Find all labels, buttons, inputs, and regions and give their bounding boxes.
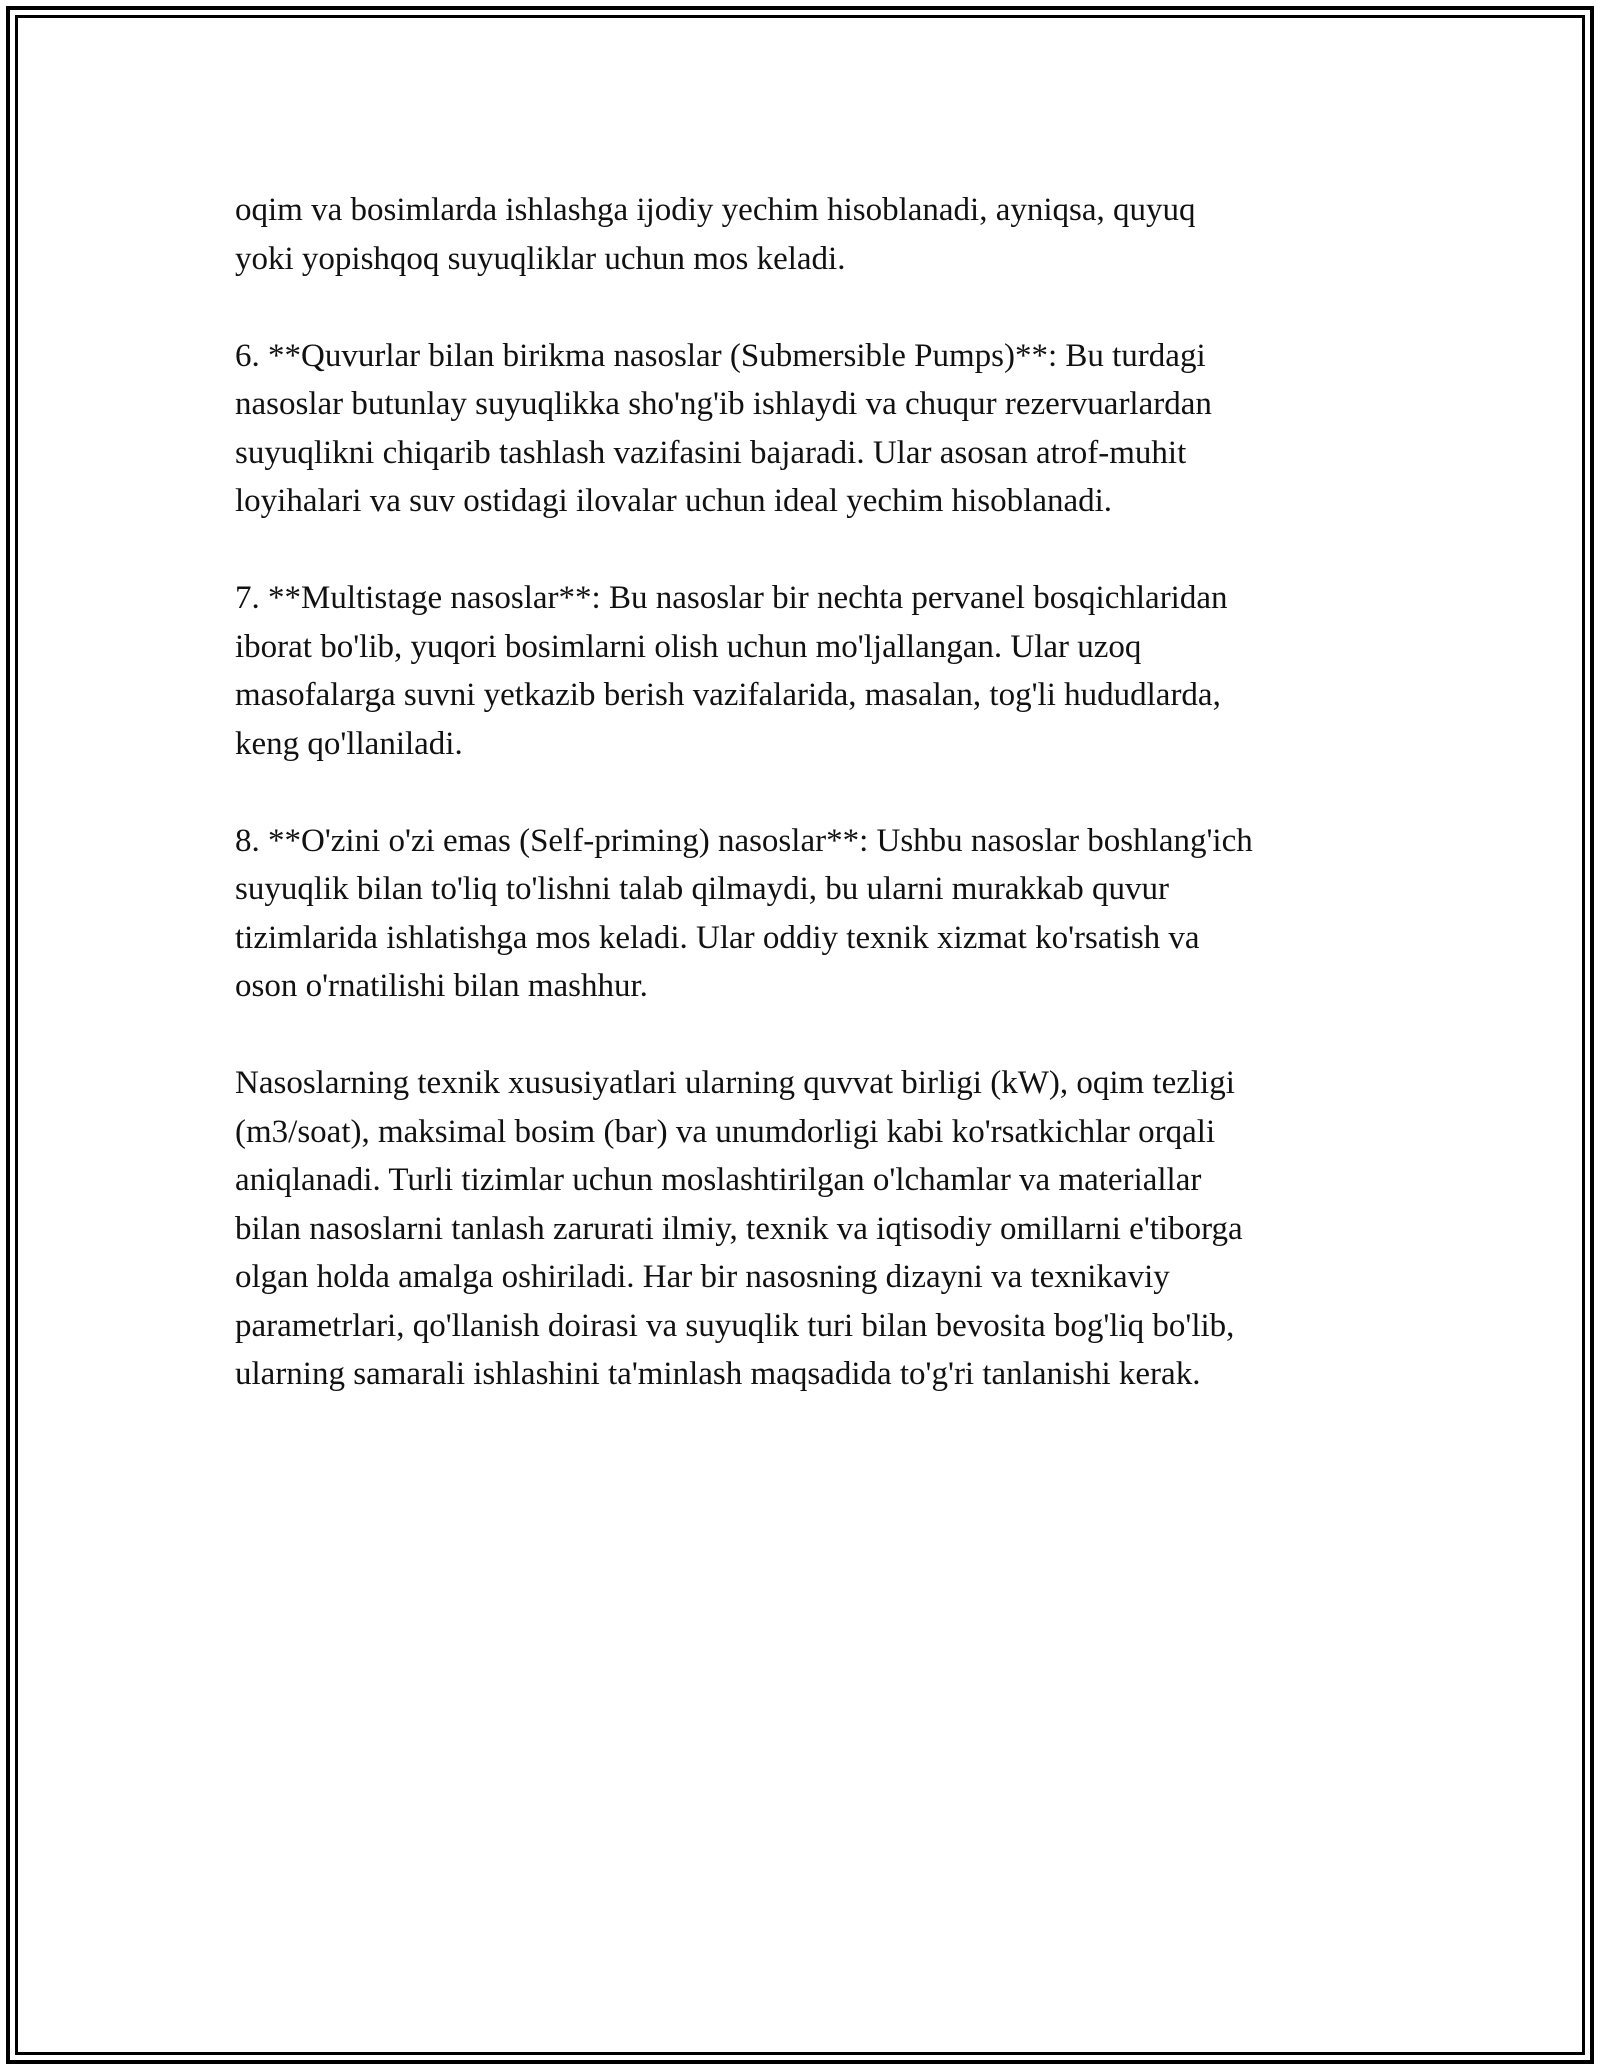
paragraph-technical-specifications: Nasoslarning texnik xususiyatlari ularning quvvat birligi (kW), oqim tezligi (m3/soat), maksimal bosim (bar) va unumdorligi kabi ko'rsatkichlar orqali aniqlanadi. Turli tizimlar uchun moslashtirilgan o'lchamlar va materiallar bilan nasoslarni tanlash zarurati ilmiy, texnik va iqtisodiy omillarni e'tiborga olgan holda amalga oshiriladi. Har bir nasosning dizayni va texnikaviy parametrlari, qo'llanish doirasi va suyuqlik turi bilan bevosita bog'liq bo'lib, ularning samarali ishlashini ta'minlash maqsadida to'g'ri tanlanishi kerak. — [235, 1065, 1243, 1392]
paragraph-continuation: oqim va bosimlarda ishlashga ijodiy yechim hisoblanadi, ayniqsa, quyuq yoki yopishqoq suyuqliklar uchun mos keladi. — [235, 192, 1196, 277]
paragraph-submersible-pumps: 6. **Quvurlar bilan birikma nasoslar (Submersible Pumps)**: Bu turdagi nasoslar butunlay suyuqlikka sho'ng'ib ishlaydi va chuqur rezervuarlardan suyuqlikni chiqarib tashlash vazifasini bajaradi. Ular asosan atrof-muhit loyihalari va suv ostidagi ilovalar uchun ideal yechim hisoblanadi. — [235, 337, 1212, 519]
paragraph-self-priming-pumps: 8. **O'zini o'zi emas (Self-priming) nasoslar**: Ushbu nasoslar boshlang'ich suyuqlik bilan to'liq to'lishni talab qilmaydi, bu ularni murakkab quvur tizimlarida ishlatishga mos keladi. Ular oddiy texnik xizmat ko'rsatish va oson o'rnatilishi bilan mashhur. — [235, 822, 1253, 1004]
paragraph-multistage-pumps: 7. **Multistage nasoslar**: Bu nasoslar bir nechta pervanel bosqichlaridan iborat bo'lib, yuqori bosimlarni olish uchun mo'ljallangan. Ular uzoq masofalarga suvni yetkazib berish vazifalarida, masalan, tog'li hududlarda, keng qo'llaniladi. — [235, 580, 1228, 762]
document-body — [235, 186, 1395, 1399]
